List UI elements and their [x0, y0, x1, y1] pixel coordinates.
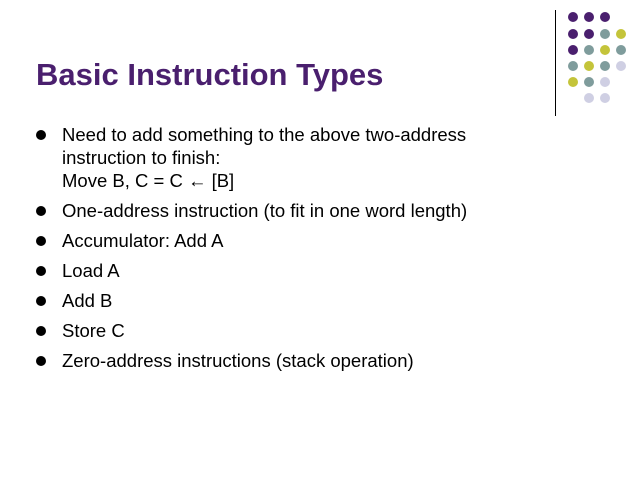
bullet-dot-icon — [36, 296, 46, 306]
decorative-vertical-rule — [555, 10, 556, 116]
decorative-dot — [600, 93, 610, 103]
bullet-text: Load A — [62, 260, 120, 281]
bullet-item — [36, 319, 596, 342]
bullet-text: Need to add something to the above two-address — [62, 124, 467, 145]
bullet-dot-icon — [36, 130, 46, 140]
slide-title: Basic Instruction Types — [36, 57, 384, 92]
decorative-dot — [600, 45, 610, 55]
decorative-dot — [568, 29, 578, 39]
bullet-dot-icon — [36, 206, 46, 216]
decorative-dot — [600, 29, 610, 39]
bullet-text: Add B — [62, 290, 113, 311]
bullet-dot-icon — [36, 326, 46, 336]
bullet-list — [36, 123, 596, 379]
decorative-dot — [584, 93, 594, 103]
decorative-dot — [616, 45, 626, 55]
bullet-text: One-address instruction (to fit in one word length) — [62, 200, 468, 221]
bullet-item — [36, 289, 596, 312]
decorative-dot — [584, 77, 594, 87]
bullet-text: instruction to finish: — [62, 147, 221, 168]
bullet-item — [36, 123, 596, 192]
bullet-item — [36, 199, 596, 222]
bullet-text: Zero-address instructions (stack operation) — [62, 350, 414, 371]
decorative-dot — [600, 77, 610, 87]
decorative-dot — [568, 12, 578, 22]
bullet-text: Store C — [62, 320, 125, 341]
decorative-dot — [584, 45, 594, 55]
decorative-dot — [600, 12, 610, 22]
decorative-dot — [584, 29, 594, 39]
decorative-dot — [616, 29, 626, 39]
bullet-item — [36, 229, 596, 252]
bullet-dot-icon — [36, 356, 46, 366]
decorative-dot — [584, 61, 594, 71]
bullet-item — [36, 349, 596, 372]
decorative-dot — [568, 77, 578, 87]
bullet-text: Move B, C = C ← [B] — [62, 170, 235, 191]
decorative-dot — [600, 61, 610, 71]
bullet-text: Accumulator: Add A — [62, 230, 224, 251]
bullet-item — [36, 259, 596, 282]
bullet-dot-icon — [36, 236, 46, 246]
decorative-dot — [616, 61, 626, 71]
decorative-dot — [584, 12, 594, 22]
bullet-dot-icon — [36, 266, 46, 276]
decorative-dot — [568, 45, 578, 55]
decorative-dot — [568, 61, 578, 71]
